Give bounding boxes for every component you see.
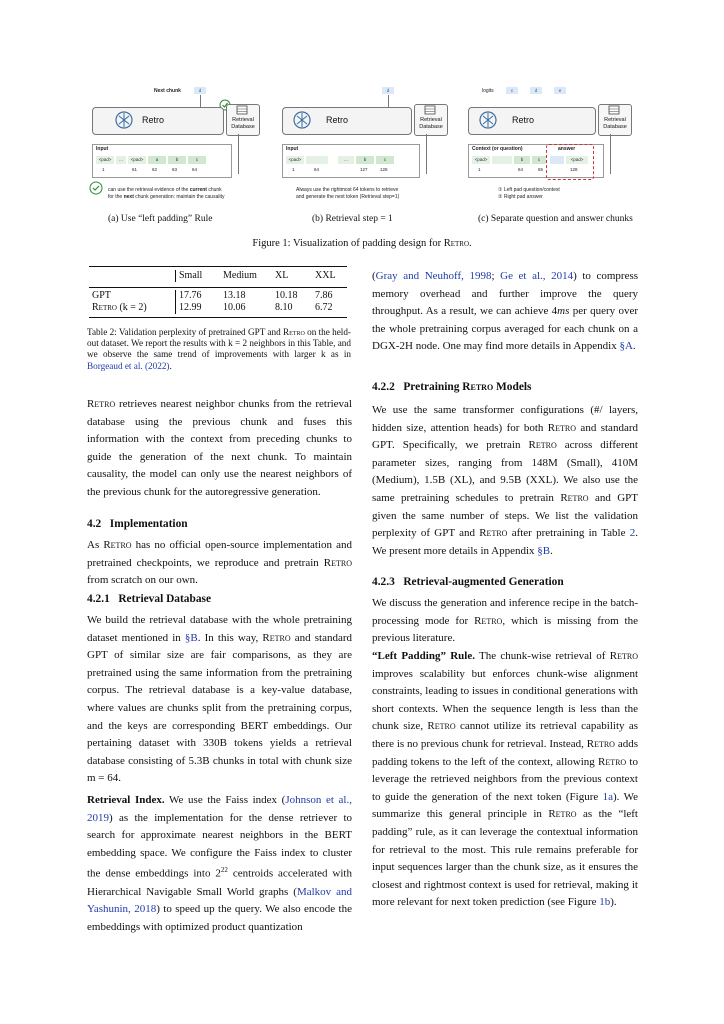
arrow bbox=[426, 134, 427, 174]
db-line1: Retrieval bbox=[604, 117, 626, 123]
output-token-c: c bbox=[506, 87, 518, 94]
text: Retro bbox=[547, 421, 577, 434]
panel-b bbox=[278, 84, 454, 224]
database-label bbox=[598, 117, 632, 131]
check-circle-icon bbox=[88, 180, 104, 196]
text: has no official open-source implementation and pretrained checkpoints, we reproduce and pretrain bbox=[87, 539, 352, 569]
text: Retro bbox=[92, 302, 117, 313]
table-row bbox=[89, 302, 347, 314]
retro-label: Retro bbox=[512, 115, 535, 125]
output-token-d: d bbox=[530, 87, 542, 94]
token-blank bbox=[306, 156, 328, 164]
note-c bbox=[498, 187, 638, 201]
token-c: c bbox=[376, 156, 394, 164]
text: for the bbox=[108, 194, 124, 200]
db-line1: Retrieval bbox=[232, 117, 254, 123]
text: We use the same transformer configurations (#/ layers, hidden size, attention heads) for both bbox=[372, 404, 638, 434]
table-link[interactable]: 2 bbox=[629, 527, 636, 540]
text: . bbox=[632, 340, 636, 353]
text: as the “left padding” rule, as it can leverage the contextual information for retrieval to the most. This rule remains preferable for input sequences larger than the chunk size, as it ensures the closest and rightmost context is used for retrieval, making it more relevant for next token prediction (see Figure bbox=[372, 808, 638, 909]
token-pad: <pad> bbox=[128, 156, 146, 164]
database-icon bbox=[608, 105, 620, 115]
citation-link[interactable]: Johnson et al., 2019 bbox=[87, 794, 352, 824]
table-2-body bbox=[89, 290, 347, 314]
database-icon bbox=[236, 105, 248, 115]
text: We use the Faiss index ( bbox=[164, 794, 286, 806]
token-blank bbox=[492, 156, 512, 164]
table-cell: 13.18 bbox=[223, 290, 246, 301]
text: As bbox=[87, 539, 104, 551]
db-line2: Database bbox=[231, 124, 255, 130]
text: ) to speed up the query. We also encode the embeddings with optimized product quantization bbox=[87, 903, 352, 933]
right-paragraph-3 bbox=[372, 595, 638, 648]
paragraph-heading: Retrieval Index. bbox=[87, 794, 165, 806]
table-mid-rule bbox=[89, 287, 347, 288]
db-line1: Retrieval bbox=[420, 117, 442, 123]
text: . bbox=[169, 360, 172, 371]
text: ② Right pad answer bbox=[498, 194, 543, 200]
text: to leverage the retrieved neighbors from the previous context to guide the generation of the next token (Figure bbox=[372, 755, 638, 803]
text: ① Left pad question/context bbox=[498, 187, 560, 193]
text: Retro bbox=[283, 327, 305, 337]
token-pad: <pad> bbox=[472, 156, 490, 164]
text: 22 bbox=[220, 866, 228, 875]
db-line2: Database bbox=[603, 124, 627, 130]
text: Retro bbox=[87, 398, 116, 410]
arrow bbox=[238, 134, 239, 174]
text: Retro bbox=[262, 631, 291, 644]
text: from scratch on our own. bbox=[87, 574, 198, 587]
note-a bbox=[108, 187, 268, 201]
network-icon bbox=[478, 110, 498, 130]
index: 127 bbox=[360, 167, 368, 172]
subcaption-a: (a) Use “left padding” Rule bbox=[108, 214, 213, 224]
text: , which is missing from the previous literature. bbox=[372, 614, 638, 645]
text: across different parameter sizes, ranging from 148M (Small), 410M (Medium), 1.5B (XL), and 9.5B (XXL). We also use the same pretraining schedules to pretrain bbox=[372, 439, 638, 504]
table-bottom-rule bbox=[89, 317, 347, 318]
token-pad: <pad> bbox=[96, 156, 114, 164]
table-caption bbox=[87, 327, 351, 372]
text: per query over the whole pretraining corpus averaged for each chunk on a DGX-2H node. One may find more details in Appendix bbox=[372, 305, 638, 353]
text: can use the retrieval evidence of the bbox=[108, 187, 190, 193]
output-token-d: d bbox=[194, 87, 206, 94]
text: ) as the implementation for the dense retriever to search for approximate nearest neighbors in the BERT embedding space. We configure the Faiss index to cluster the dense embeddings into 2 bbox=[87, 811, 352, 881]
text: ). bbox=[610, 896, 617, 909]
text: Models bbox=[493, 381, 532, 393]
token-ellipsis: ... bbox=[338, 156, 354, 164]
arrow bbox=[610, 134, 611, 174]
text: Retro bbox=[462, 381, 494, 393]
token-pad: <pad> bbox=[566, 156, 588, 164]
figure-link[interactable]: 1b bbox=[599, 896, 611, 909]
text: Retro bbox=[103, 539, 132, 551]
text: Retro bbox=[323, 556, 352, 569]
index: 61 bbox=[132, 167, 138, 172]
index: 64 bbox=[518, 167, 524, 172]
network-icon bbox=[114, 110, 134, 130]
table-cell: 12.99 bbox=[176, 302, 221, 314]
citation-link[interactable]: Gray and Neuhoff, 1998 bbox=[375, 270, 492, 282]
left-paragraph-1 bbox=[87, 396, 352, 502]
text: (k = 2) bbox=[116, 302, 147, 313]
database-label bbox=[414, 117, 448, 131]
text: Retro bbox=[443, 238, 469, 249]
token-b: b bbox=[356, 156, 374, 164]
text: chunk generation: maintain the causality bbox=[133, 194, 225, 200]
text: . bbox=[550, 544, 553, 557]
table-cell: 17.76 bbox=[176, 290, 221, 302]
table-2 bbox=[89, 270, 347, 282]
text: ). We summarize this general principle in bbox=[372, 790, 638, 821]
retro-label: Retro bbox=[326, 115, 349, 125]
figure-link[interactable]: 1a bbox=[602, 790, 614, 803]
token-pad: <pad> bbox=[286, 156, 304, 164]
index: 1 bbox=[292, 167, 295, 172]
text: ms bbox=[557, 305, 570, 318]
right-paragraph-1 bbox=[372, 268, 638, 356]
citation-link[interactable]: Malkov and Yashunin, 2018 bbox=[87, 885, 352, 916]
section-heading-4-2-1: 4.2.1 Retrieval Database bbox=[87, 593, 212, 605]
text: chunk bbox=[206, 187, 222, 193]
text: Figure 1: Visualization of padding design for bbox=[252, 238, 444, 249]
logits-label: logits bbox=[482, 88, 494, 94]
text: and standard GPT. Specifically, we pretrain bbox=[372, 421, 638, 452]
panel-c bbox=[464, 84, 636, 224]
text: ; bbox=[491, 270, 501, 282]
token-a: a bbox=[148, 156, 166, 164]
text: retrieves nearest neighbor chunks from the retrieval database using the previous chunk and fuses this information with the context from preceding chunks to guide the generation of the next chunk. To maintain causality, the model can only use the nearest neighbors of the previous chunk for the autoregressive generation. bbox=[87, 398, 352, 498]
table-row-label: GPT bbox=[92, 290, 111, 301]
index: 63 bbox=[172, 167, 178, 172]
text: and generate the next token (Retrieval step=1) bbox=[296, 194, 400, 200]
section-link[interactable]: §B bbox=[184, 631, 198, 644]
left-paragraph-3 bbox=[87, 612, 352, 788]
table-cell: 10.06 bbox=[223, 302, 246, 313]
token-c: c bbox=[532, 156, 546, 164]
text: next bbox=[123, 194, 134, 200]
token-ellipsis: ... bbox=[116, 156, 126, 164]
token-c: c bbox=[188, 156, 206, 164]
text: . bbox=[469, 238, 472, 249]
text: Retro bbox=[560, 491, 589, 504]
text: Retro bbox=[528, 439, 557, 452]
index: 1 bbox=[478, 167, 481, 172]
table-cell: 7.86 bbox=[315, 290, 333, 301]
figure-caption bbox=[0, 238, 724, 249]
index: 64 bbox=[192, 167, 198, 172]
table-header: Medium bbox=[223, 270, 257, 281]
text: 4.2.2 Pretraining bbox=[372, 381, 463, 393]
database-label bbox=[226, 117, 260, 131]
text: after pretraining in Table bbox=[507, 527, 630, 540]
index: 62 bbox=[152, 167, 158, 172]
text: cannot utilize its retrieval capability as there is no previous chunk for retrieval. Instead, bbox=[372, 720, 639, 750]
citation-link[interactable]: Borgeaud et al. (2022) bbox=[87, 360, 170, 371]
db-line2: Database bbox=[419, 124, 443, 130]
table-cell: 6.72 bbox=[315, 302, 333, 313]
text: adds padding tokens to the left of the context, allowing bbox=[372, 737, 638, 768]
text: . We present more details in Appendix bbox=[372, 527, 638, 557]
text: Retro bbox=[427, 720, 456, 733]
token-blank bbox=[550, 156, 564, 164]
table-row-label bbox=[89, 302, 176, 314]
token-b: b bbox=[514, 156, 530, 164]
token-b: b bbox=[168, 156, 186, 164]
retro-label: Retro bbox=[142, 115, 165, 125]
database-icon bbox=[424, 105, 436, 115]
subcaption-c: (c) Separate question and answer chunks bbox=[478, 214, 633, 224]
text: The chunk-wise retrieval of bbox=[474, 650, 610, 662]
network-icon bbox=[292, 110, 312, 130]
subcaption-b: (b) Retrieval step = 1 bbox=[312, 214, 393, 224]
left-paragraph-4 bbox=[87, 792, 352, 936]
text: Retro bbox=[597, 755, 627, 768]
text: and standard GPT of similar size are fair comparisons, as they are pretrained using the same information from the pretraining corpus. The retrieval database is a key-value database, where values are chunks split from the pretraining corpus, and the keys are corresponding BERT embeddings. Our pertaining dataset with 330B tokens yields a retrieval database consisting of 5.3B chunks in total with chunk size m = 64. bbox=[87, 631, 352, 785]
text: Retro bbox=[474, 614, 503, 627]
table-header: XL bbox=[275, 270, 289, 281]
context-label: Context (or question) bbox=[472, 146, 523, 152]
table-header: XXL bbox=[315, 270, 336, 281]
text: . In this way, bbox=[197, 631, 263, 644]
text: current bbox=[189, 187, 207, 193]
table-top-rule bbox=[89, 266, 347, 267]
text: Retro bbox=[548, 808, 577, 821]
index: 128 bbox=[570, 167, 578, 172]
text: and GPT given the same number of steps. We list the validation perplexity of GPT and bbox=[372, 491, 638, 540]
right-paragraph-2 bbox=[372, 402, 638, 560]
citation-link[interactable]: Ge et al., 2014 bbox=[500, 270, 574, 282]
text: ) to compress memory overhead and further improve the query throughput. As a result, we can achieve 4 bbox=[372, 270, 639, 318]
next-chunk-label: Next chunk bbox=[154, 88, 181, 94]
figure-1 bbox=[88, 84, 636, 232]
left-paragraph-2 bbox=[87, 537, 352, 590]
text: We discuss the generation and inference recipe in the batch-processing mode for bbox=[372, 597, 638, 627]
output-token-d: d bbox=[382, 87, 394, 94]
text: We build the retrieval database with the whole pretraining dataset mentioned in bbox=[87, 614, 352, 644]
text: centroids accelerated with Hierarchical Navigable Small World graphs ( bbox=[87, 868, 352, 898]
text: ( bbox=[372, 270, 376, 282]
table-header: Small bbox=[176, 270, 221, 282]
input-label: Input bbox=[96, 146, 109, 152]
text: Table 2: Validation perplexity of pretrained GPT and bbox=[87, 327, 283, 337]
answer-label: answer bbox=[558, 146, 576, 152]
text: improves scalability but enforces chunk-wise alignment constraints, leading to issues in conditional generations with short contexts. When the sequence length is less than the chunk size, bbox=[372, 667, 638, 733]
section-link[interactable]: §A bbox=[619, 340, 633, 353]
index: 128 bbox=[380, 167, 388, 172]
index: 1 bbox=[102, 167, 105, 172]
index: 65 bbox=[538, 167, 544, 172]
panel-a bbox=[88, 84, 266, 224]
index: 64 bbox=[314, 167, 320, 172]
section-heading-4-2-3: 4.2.3 Retrieval-augmented Generation bbox=[372, 576, 564, 588]
text: Retro bbox=[586, 737, 615, 750]
table-cell: 10.18 bbox=[275, 290, 298, 301]
paragraph-heading: “Left Padding” Rule. bbox=[372, 650, 475, 662]
table-header-row bbox=[89, 270, 347, 282]
table-row bbox=[89, 290, 347, 302]
table-cell: 8.10 bbox=[275, 302, 293, 313]
section-heading-4-2: 4.2 Implementation bbox=[87, 518, 188, 530]
input-label: Input bbox=[286, 146, 299, 152]
section-link[interactable]: §B bbox=[537, 544, 551, 557]
text: Always use the rightmost 64 tokens to retrieve bbox=[296, 187, 399, 193]
text: on the held-out dataset. We report the results with k = 2 neighbors in this Table, and we observe the same trend of improvements with larger k as in bbox=[87, 327, 351, 360]
text: Retro bbox=[479, 527, 508, 540]
text: Retro bbox=[609, 650, 638, 662]
section-heading-4-2-2 bbox=[372, 381, 531, 393]
note-b bbox=[296, 187, 456, 201]
right-paragraph-4 bbox=[372, 648, 638, 912]
output-token-e: e bbox=[554, 87, 566, 94]
